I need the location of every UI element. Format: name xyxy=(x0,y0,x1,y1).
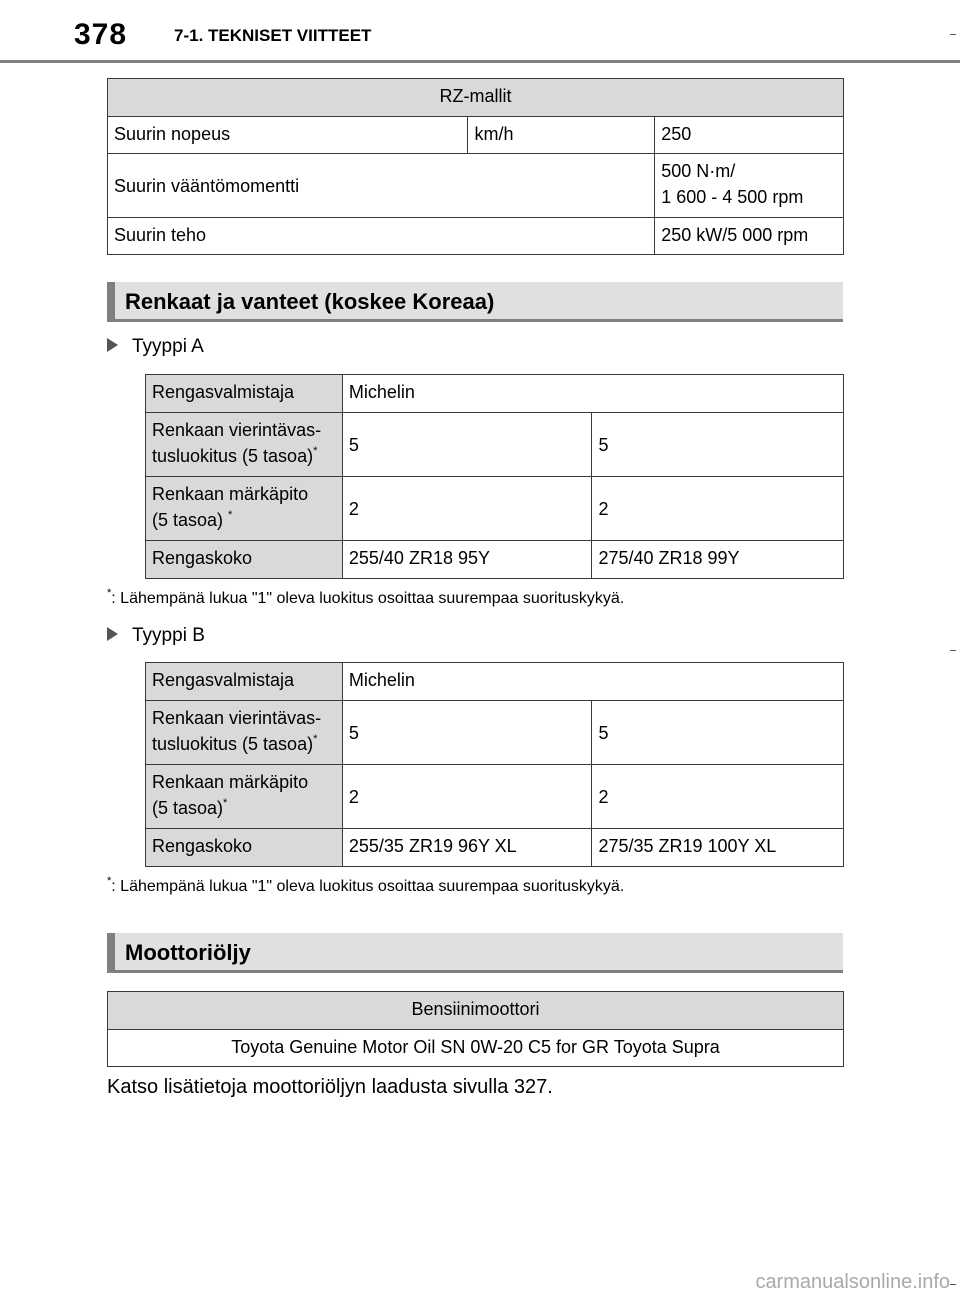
type-b-wet-front: 2 xyxy=(342,765,592,829)
chapter-title: 7-1. TEKNISET VIITTEET xyxy=(174,26,372,45)
oil-section-heading xyxy=(107,933,843,973)
footnote-asterisk: * xyxy=(313,445,318,457)
type-b-label: Tyyppi B xyxy=(132,625,205,646)
type-b-footnote: *: Lähempänä lukua "1" oleva luokitus osoittaa suurempaa suorituskykyä. xyxy=(107,875,625,895)
type-b-rolling-rear: 5 xyxy=(592,701,844,765)
max-speed-unit: km/h xyxy=(468,117,655,154)
footnote-asterisk: * xyxy=(223,797,228,809)
type-a-footnote: *: Lähempänä lukua "1" oleva luokitus osoittaa suurempaa suorituskykyä. xyxy=(107,587,625,607)
max-speed-value: 250 xyxy=(655,117,844,154)
type-b-rolling-label: Renkaan vierintävas- tusluokitus (5 tasoa)* xyxy=(146,701,343,765)
oil-heading-text: Moottoriöljy xyxy=(125,940,251,965)
type-b-subheading xyxy=(107,625,205,647)
crop-mark-bottom xyxy=(950,1284,956,1285)
type-a-wet-rear: 2 xyxy=(592,477,844,541)
oil-quality-note: Katso lisätietoja moottoriöljyn laadusta sivulla 327. xyxy=(107,1076,553,1098)
type-b-wet-rear: 2 xyxy=(592,765,844,829)
type-a-rolling-front: 5 xyxy=(342,413,592,477)
type-a-subheading xyxy=(107,336,204,358)
type-b-rolling-front: 5 xyxy=(342,701,592,765)
max-speed-label: Suurin nopeus xyxy=(108,117,468,154)
crop-mark-middle xyxy=(950,650,956,651)
type-b-size-rear: 275/35 ZR19 100Y XL xyxy=(592,829,844,867)
max-torque-label: Suurin vääntömomentti xyxy=(108,154,655,218)
type-a-size-front: 255/40 ZR18 95Y xyxy=(342,541,592,579)
type-b-manufacturer: Michelin xyxy=(342,663,843,701)
type-a-wet-label: Renkaan märkäpito (5 tasoa) * xyxy=(146,477,343,541)
watermark: carmanualsonline.info xyxy=(755,1271,950,1293)
tires-heading-text: Renkaat ja vanteet (koskee Koreaa) xyxy=(125,289,495,314)
footnote-asterisk: * xyxy=(228,509,233,521)
type-a-size-rear: 275/40 ZR18 99Y xyxy=(592,541,844,579)
max-torque-value xyxy=(655,154,844,218)
rz-spec-table xyxy=(107,78,844,255)
type-b-size-front: 255/35 ZR19 96Y XL xyxy=(342,829,592,867)
type-a-rolling-label: Renkaan vierintävas- tusluokitus (5 tasoa)* xyxy=(146,413,343,477)
footnote-asterisk: * xyxy=(313,733,318,745)
type-a-manufacturer: Michelin xyxy=(342,375,843,413)
oil-table-title: Bensiinimoottori xyxy=(108,992,844,1030)
type-b-manufacturer-label: Rengasvalmistaja xyxy=(146,663,343,701)
max-power-value: 250 kW/5 000 rpm xyxy=(655,218,844,255)
oil-table-value: Toyota Genuine Motor Oil SN 0W-20 C5 for GR Toyota Supra xyxy=(108,1030,844,1067)
max-torque-value-line2: 1 600 - 4 500 rpm xyxy=(661,187,804,207)
crop-mark-top xyxy=(950,34,956,35)
footnote-asterisk: * xyxy=(107,875,112,887)
page-number: 378 xyxy=(74,18,128,51)
type-b-tire-table xyxy=(145,662,844,867)
type-a-label: Tyyppi A xyxy=(132,336,204,357)
type-a-manufacturer-label: Rengasvalmistaja xyxy=(146,375,343,413)
tires-section-heading xyxy=(107,282,843,322)
max-torque-value-line1: 500 N·m/ xyxy=(661,161,736,181)
header-rule xyxy=(0,60,960,63)
type-a-wet-front: 2 xyxy=(342,477,592,541)
type-a-tire-table xyxy=(145,374,844,579)
engine-oil-table xyxy=(107,991,844,1067)
type-b-wet-label: Renkaan märkäpito (5 tasoa)* xyxy=(146,765,343,829)
arrow-right-icon xyxy=(107,627,118,641)
arrow-right-icon xyxy=(107,338,118,352)
type-a-size-label: Rengaskoko xyxy=(146,541,343,579)
type-b-size-label: Rengaskoko xyxy=(146,829,343,867)
type-a-rolling-rear: 5 xyxy=(592,413,844,477)
footnote-asterisk: * xyxy=(107,587,112,599)
max-power-label: Suurin teho xyxy=(108,218,655,255)
rz-table-title: RZ-mallit xyxy=(108,79,844,117)
